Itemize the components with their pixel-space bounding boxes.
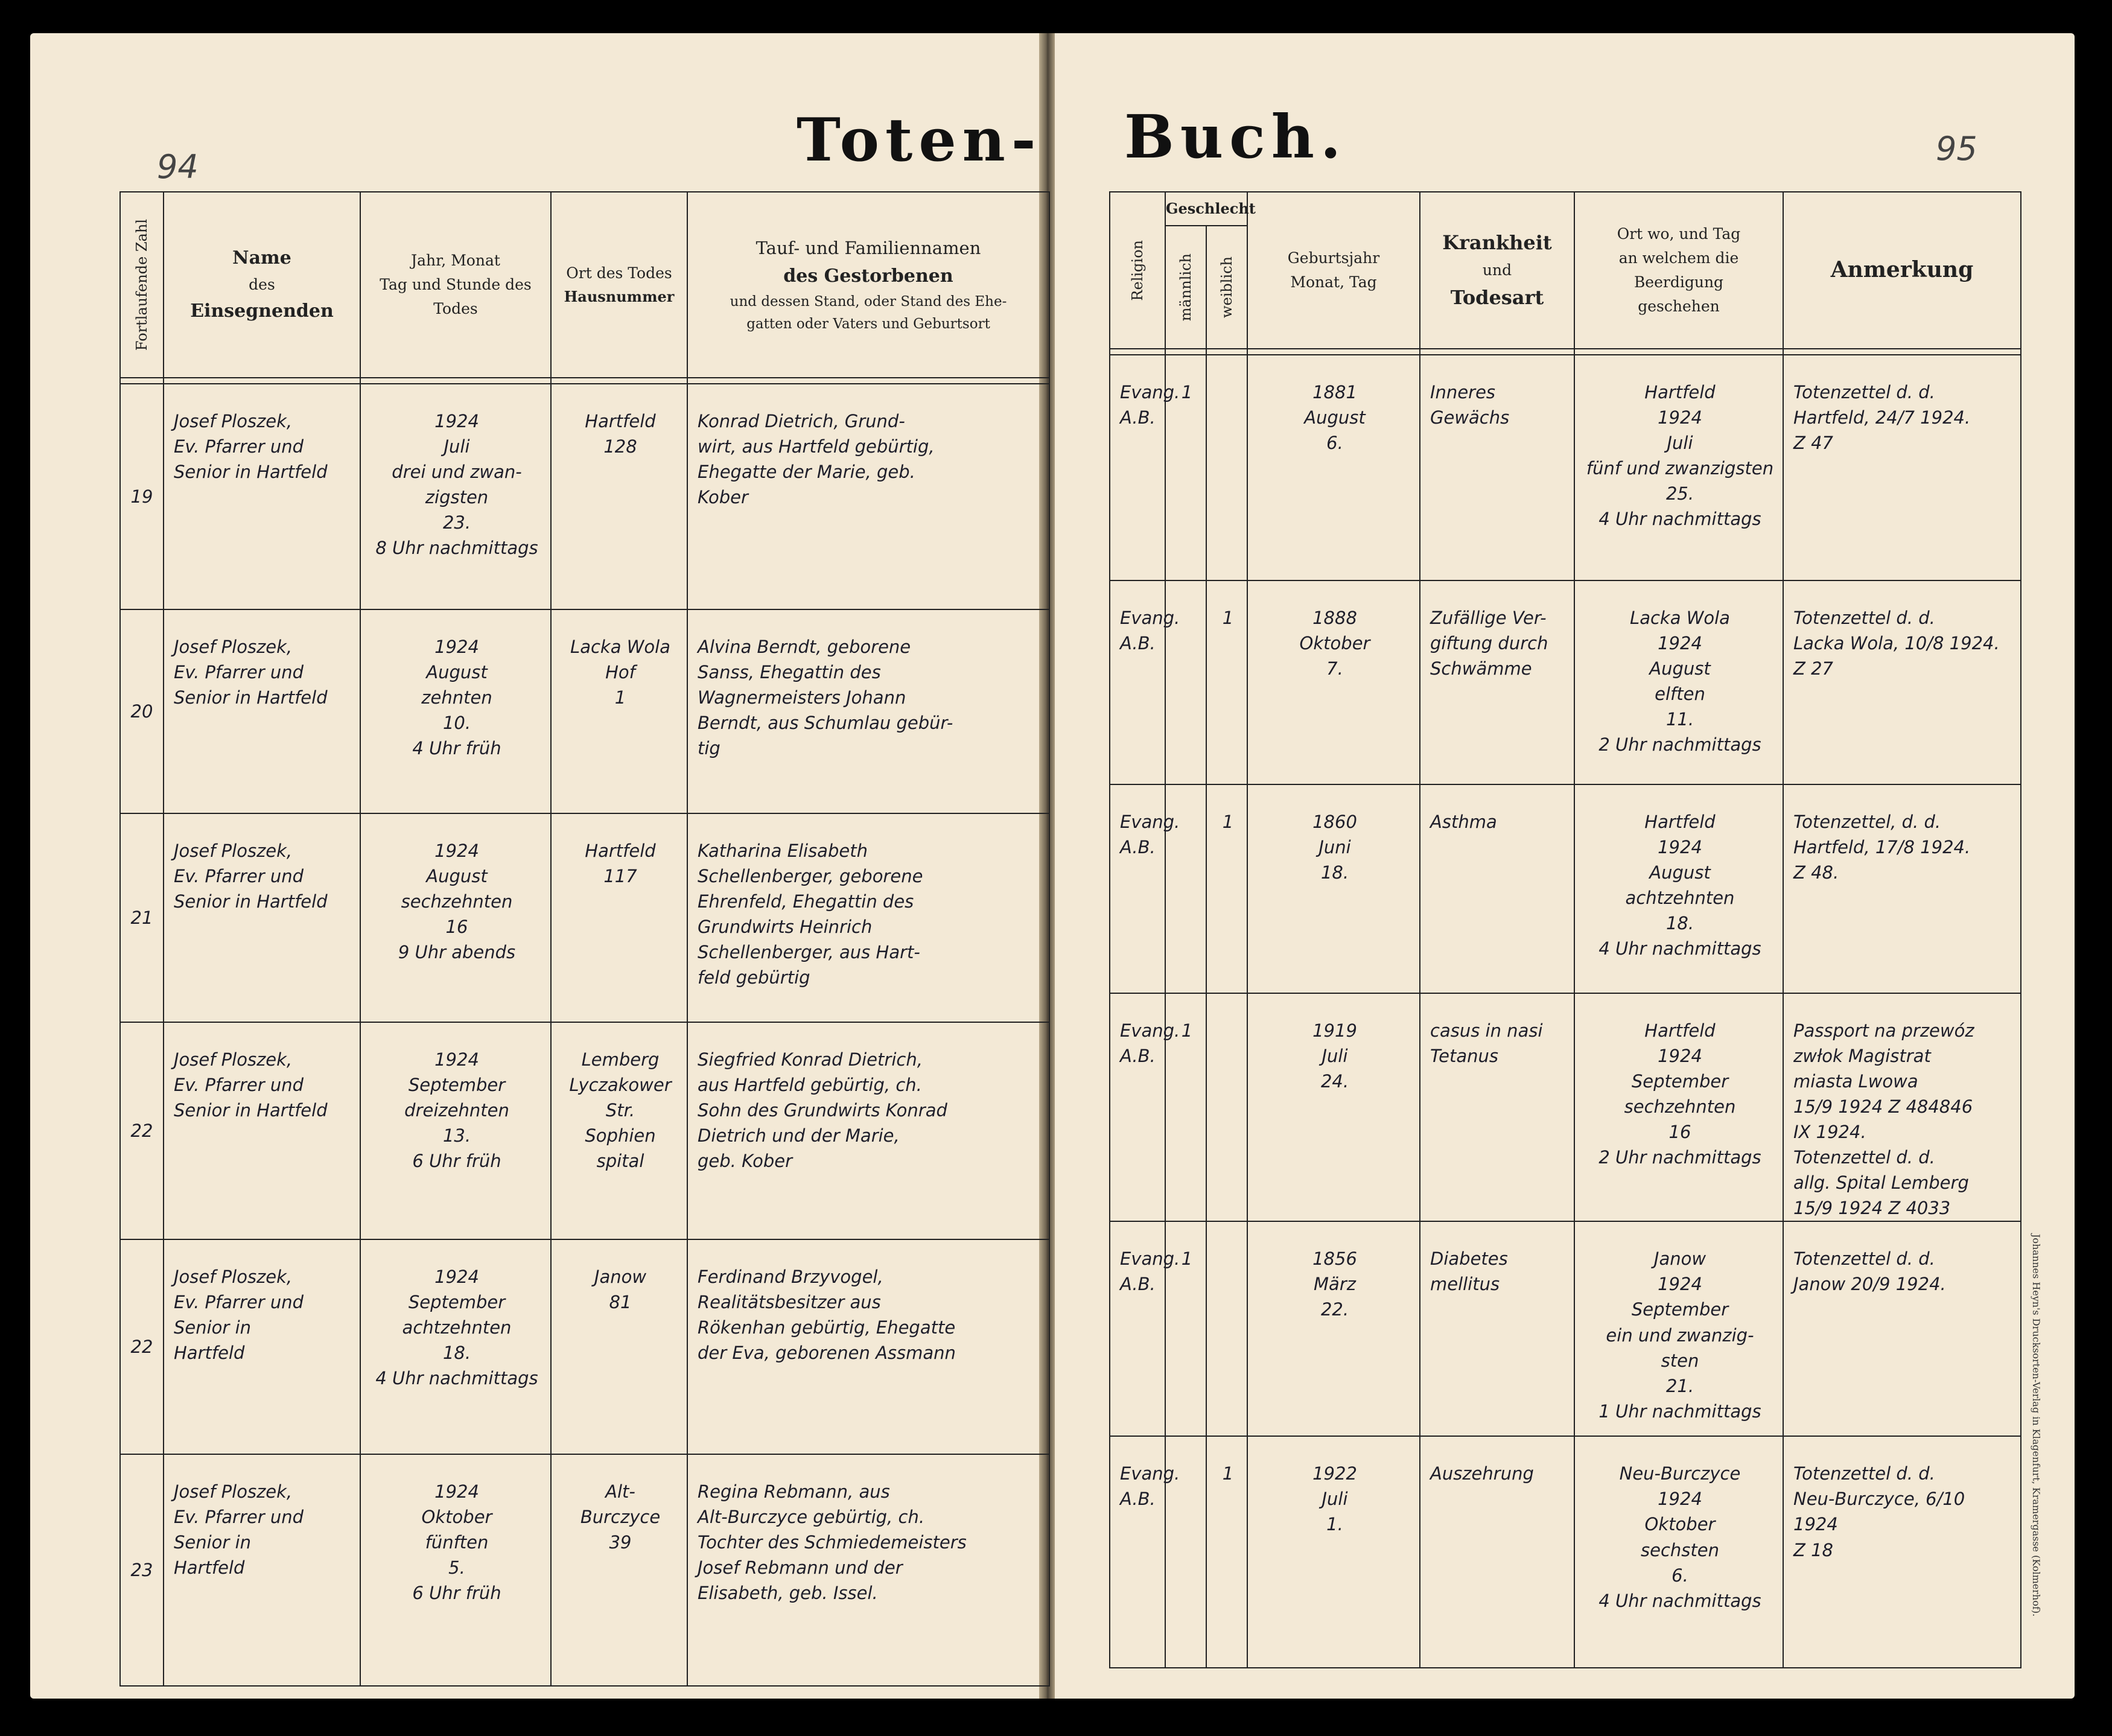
death-place-cell-line: 81 [609, 1292, 632, 1313]
register-title-right: Buch. [1124, 103, 1347, 172]
burial-cell-line: elften [1655, 684, 1705, 705]
birth-cell-line: 7. [1326, 658, 1343, 679]
remarks-cell-line: Hartfeld, 17/8 1924. [1793, 837, 1971, 858]
death-place-cell [551, 609, 687, 813]
deceased-cell-line: Grundwirts Heinrich [698, 917, 873, 938]
right-page [1055, 33, 2075, 1699]
deceased-cell-line: Josef Rebmann und der [698, 1557, 903, 1579]
illness-cell-line: Zufällige Ver- [1430, 608, 1547, 628]
birth-cell-line: 1919 [1312, 1020, 1357, 1041]
religion-cell-line: A.B. [1120, 633, 1156, 654]
death-place-cell-line: 128 [603, 436, 637, 457]
burial-cell-line: Neu-Burczyce [1619, 1463, 1741, 1484]
death-date-cell-line: August [426, 866, 488, 887]
deceased-cell-line: geb. Kober [698, 1151, 792, 1172]
death-place-cell [551, 813, 687, 1022]
death-date-cell [360, 813, 551, 1022]
remarks-cell-line: Z 18 [1793, 1539, 1833, 1560]
burial-cell [1574, 784, 1783, 993]
officiant-cell-line: Josef Ploszek, [174, 1267, 293, 1287]
illness-cell-line: casus in nasi [1430, 1020, 1543, 1041]
birth-cell-line: 18. [1320, 862, 1349, 883]
death-register-table-right [1109, 191, 2021, 1668]
birth-cell [1247, 355, 1420, 580]
burial-cell-line: 2 Uhr nachmittags [1598, 1147, 1761, 1168]
religion-cell-line: A.B. [1120, 1046, 1156, 1067]
remarks-cell-line: Janow 20/9 1924. [1793, 1274, 1946, 1295]
left-page [30, 33, 1042, 1699]
remarks-cell-line: Totenzettel d. d. [1793, 608, 1935, 628]
male-cell: 1 [1165, 993, 1206, 1221]
burial-cell-line: 1924 [1658, 1046, 1702, 1067]
birth-cell-line: Juli [1322, 1489, 1348, 1510]
officiant-cell-line: Josef Ploszek, [174, 841, 293, 861]
burial-cell-line: 1924 [1658, 1274, 1702, 1295]
religion-cell-line: Evang. [1120, 1463, 1180, 1484]
deceased-cell-line: Sanss, Ehegattin des [698, 662, 881, 683]
death-place-cell [551, 1022, 687, 1239]
female-cell [1206, 355, 1247, 580]
male-cell: 1 [1165, 355, 1206, 580]
remarks-cell-line: Totenzettel d. d. [1793, 1147, 1935, 1168]
death-date-cell-line: 6 Uhr früh [412, 1151, 501, 1172]
deceased-cell-line: Schellenberger, geborene [698, 866, 923, 887]
religion-cell [1110, 784, 1180, 993]
death-place-cell-line: Hartfeld [585, 841, 656, 861]
deceased-cell [687, 813, 1049, 1022]
death-place-cell-line: Hof [605, 662, 635, 683]
burial-cell-line: 1 Uhr nachmittags [1598, 1401, 1761, 1422]
burial-cell-line: 1924 [1658, 837, 1702, 858]
officiant-cell-line: Senior in Hartfeld [174, 462, 328, 483]
officiant-cell-line: Senior in Hartfeld [174, 891, 328, 912]
death-date-cell-line: 6 Uhr früh [412, 1583, 501, 1604]
death-date-cell-line: 1924 [434, 1481, 479, 1502]
illness-cell-line: Diabetes [1430, 1248, 1508, 1270]
remarks-cell [1783, 784, 2021, 993]
burial-cell [1574, 1436, 1783, 1668]
entry-number: 19 [120, 384, 164, 609]
deceased-cell [687, 384, 1049, 609]
officiant-cell-line: Senior in Hartfeld [174, 687, 328, 708]
burial-cell-line: 21. [1665, 1375, 1694, 1396]
religion-cell [1110, 1221, 1180, 1436]
officiant-cell-line: Hartfeld [174, 1343, 245, 1364]
burial-cell-line: 11. [1665, 709, 1694, 730]
page-number-right: 95 [1936, 130, 1977, 168]
death-date-cell-line: 4 Uhr nachmittags [375, 1368, 538, 1389]
burial-cell-line: August [1649, 862, 1711, 883]
deceased-cell-line: Sohn des Grundwirts Konrad [698, 1100, 947, 1121]
birth-cell-line: 24. [1320, 1071, 1349, 1092]
male-cell: 1 [1165, 1221, 1206, 1436]
death-date-cell-line: dreizehnten [404, 1100, 509, 1121]
officiant-cell-line: Ev. Pfarrer und [174, 1292, 304, 1313]
deceased-cell-line: Dietrich und der Marie, [698, 1125, 900, 1146]
entry-number: 21 [120, 813, 164, 1022]
death-date-cell-line: 10. [442, 713, 471, 734]
illness-cell [1420, 1436, 1574, 1668]
table-row [120, 1239, 1049, 1454]
birth-cell-line: 1. [1326, 1514, 1343, 1535]
entry-number: 22 [120, 1239, 164, 1454]
death-date-cell-line: 5. [448, 1557, 465, 1579]
remarks-cell-line: Totenzettel, d. d. [1793, 812, 1941, 832]
birth-cell-line: März [1314, 1274, 1356, 1295]
header-illness: Krankheit und Todesart [1420, 192, 1574, 349]
officiant-cell [164, 1454, 360, 1686]
death-date-cell-line: zehnten [421, 687, 492, 708]
death-date-cell-line: 1924 [434, 1267, 479, 1287]
header-death-place: Ort des Todes Hausnummer [551, 192, 687, 378]
burial-cell-line: achtzehnten [1625, 888, 1735, 909]
death-place-cell-line: 117 [603, 866, 637, 887]
death-date-cell-line: August [426, 662, 488, 683]
death-place-cell-line: Lyczakower Str. [569, 1075, 672, 1121]
burial-cell-line: 1924 [1658, 1489, 1702, 1510]
death-date-cell [360, 1454, 551, 1686]
header-deceased: Tauf- und Familiennamen des Gestorbenen und dessen Stand, oder Stand des Ehe- gatten oder Vaters und Geburtsort [687, 192, 1049, 378]
death-date-cell-line: zigsten [425, 487, 489, 508]
birth-cell-line: Juli [1322, 1046, 1348, 1067]
remarks-cell [1783, 1221, 2021, 1436]
burial-cell-line: 1924 [1658, 407, 1702, 428]
page-number-left: 94 [157, 148, 199, 186]
death-place-cell [551, 1454, 687, 1686]
burial-cell-line: September [1631, 1071, 1729, 1092]
burial-cell-line: 25. [1665, 483, 1694, 504]
officiant-cell-line: Ev. Pfarrer und [174, 1075, 304, 1096]
birth-cell-line: 1922 [1312, 1463, 1357, 1484]
death-place-cell-line: 39 [609, 1532, 632, 1553]
birth-cell-line: Oktober [1299, 633, 1370, 654]
officiant-cell [164, 384, 360, 609]
religion-cell [1110, 993, 1180, 1221]
death-date-cell-line: 16 [445, 917, 468, 938]
deceased-cell-line: Ferdinand Brzyvogel, [698, 1267, 883, 1287]
death-date-cell [360, 1239, 551, 1454]
religion-cell-line: A.B. [1120, 1274, 1156, 1295]
death-place-cell-line: Alt- [605, 1481, 635, 1502]
deceased-cell-line: Elisabeth, geb. Issel. [698, 1583, 878, 1604]
officiant-cell-line: Ev. Pfarrer und [174, 1507, 304, 1528]
illness-cell-line: mellitus [1430, 1274, 1500, 1295]
illness-cell [1420, 580, 1574, 784]
remarks-cell-line: Neu-Burczyce, 6/10 1924 [1793, 1489, 1965, 1535]
deceased-cell-line: Ehegatte der Marie, geb. [698, 462, 915, 483]
burial-cell-line: sechzehnten [1624, 1096, 1736, 1118]
deceased-cell-line: feld gebürtig [698, 967, 810, 988]
burial-cell-line: Juli [1667, 433, 1693, 454]
remarks-cell-line: Totenzettel d. d. [1793, 382, 1935, 402]
female-cell: 1 [1206, 1436, 1247, 1668]
officiant-cell-line: Ev. Pfarrer und [174, 436, 304, 457]
officiant-cell [164, 813, 360, 1022]
table-row [1110, 1436, 2021, 1668]
death-date-cell-line: achtzehnten [402, 1317, 512, 1338]
burial-cell-line: August [1649, 658, 1711, 679]
burial-cell-line: Hartfeld [1644, 1020, 1716, 1041]
burial-cell-line: 6. [1671, 1565, 1688, 1586]
remarks-cell-line: Z 47 [1793, 433, 1833, 454]
officiant-cell-line: Hartfeld [174, 1557, 245, 1579]
deceased-cell-line: tig [698, 738, 720, 759]
religion-cell-line: A.B. [1120, 837, 1156, 858]
illness-cell-line: Tetanus [1430, 1046, 1498, 1067]
deceased-cell-line: Realitätsbesitzer aus [698, 1292, 881, 1313]
table-row [1110, 993, 2021, 1221]
burial-cell-line: 16 [1668, 1122, 1691, 1143]
burial-cell-line: Hartfeld [1644, 812, 1716, 832]
deceased-cell [687, 1022, 1049, 1239]
death-date-cell-line: Oktober [421, 1507, 492, 1528]
remarks-cell-line: Z 48. [1793, 862, 1839, 883]
birth-cell [1247, 784, 1420, 993]
death-place-cell-line: Burczyce [580, 1507, 661, 1528]
death-date-cell-line: 23. [442, 512, 471, 533]
deceased-cell-line: der Eva, geborenen Assmann [698, 1343, 956, 1364]
religion-cell-line: Evang. [1120, 812, 1180, 832]
religion-cell-line: Evang. [1120, 608, 1180, 628]
burial-cell-line: September [1631, 1299, 1729, 1320]
remarks-cell-line: Lacka Wola, 10/8 1924. [1793, 633, 2000, 654]
officiant-cell-line: Josef Ploszek, [174, 1049, 293, 1070]
deceased-cell-line: Katharina Elisabeth [698, 841, 868, 861]
death-place-cell-line: Sophien spital [585, 1125, 656, 1172]
death-date-cell-line: sechzehnten [401, 891, 513, 912]
illness-cell [1420, 355, 1574, 580]
death-date-cell-line: drei und zwan- [392, 462, 522, 483]
birth-cell-line: 1888 [1312, 608, 1357, 628]
burial-cell-line: Hartfeld [1644, 382, 1716, 402]
birth-cell-line: 22. [1320, 1299, 1349, 1320]
illness-cell-line: Asthma [1430, 812, 1497, 832]
deceased-cell-line: wirt, aus Hartfeld gebürtig, [698, 436, 935, 457]
death-date-cell-line: 1924 [434, 841, 479, 861]
birth-cell [1247, 1221, 1420, 1436]
illness-cell [1420, 993, 1574, 1221]
officiant-cell-line: Ev. Pfarrer und [174, 662, 304, 683]
table-row [120, 1454, 1049, 1686]
remarks-cell-line: zwłok Magistrat [1793, 1046, 1931, 1067]
deceased-cell-line: Konrad Dietrich, Grund- [698, 411, 905, 431]
burial-cell [1574, 1221, 1783, 1436]
table-row [1110, 580, 2021, 784]
birth-cell-line: 6. [1326, 433, 1343, 454]
officiant-cell [164, 1022, 360, 1239]
death-date-cell-line: 1924 [434, 637, 479, 657]
entry-number: 20 [120, 609, 164, 813]
burial-cell-line: 1924 [1658, 633, 1702, 654]
burial-cell-line: ein und zwanzig- [1606, 1324, 1754, 1346]
remarks-cell-line: Hartfeld, 24/7 1924. [1793, 407, 1971, 428]
female-cell: 1 [1206, 580, 1247, 784]
deceased-cell-line: Siegfried Konrad Dietrich, [698, 1049, 923, 1070]
illness-cell-line: Schwämme [1430, 658, 1532, 679]
header-religion: Religion [1110, 192, 1165, 349]
table-row [120, 609, 1049, 813]
death-register-table-left [119, 191, 1050, 1687]
remarks-cell-line: 15/9 1924 Z 4033 [1793, 1198, 1951, 1219]
officiant-cell-line: Josef Ploszek, [174, 411, 293, 431]
burial-cell [1574, 993, 1783, 1221]
burial-cell-line: sten [1661, 1350, 1699, 1371]
officiant-cell [164, 1239, 360, 1454]
header-birth: Geburtsjahr Monat, Tag [1247, 192, 1420, 349]
remarks-cell-line: Totenzettel d. d. [1793, 1248, 1935, 1270]
deceased-cell-line: Berndt, aus Schumlau gebür- [698, 713, 953, 734]
illness-cell-line: Inneres [1430, 382, 1496, 402]
header-male: männlich [1165, 226, 1206, 349]
death-place-cell-line: Lemberg [581, 1049, 660, 1070]
deceased-cell [687, 1239, 1049, 1454]
officiant-cell-line: Senior in [174, 1532, 252, 1553]
burial-cell-line: sechsten [1641, 1539, 1719, 1560]
header-death-date: Jahr, Monat Tag und Stunde des Todes [360, 192, 551, 378]
officiant-cell-line: Josef Ploszek, [174, 637, 293, 657]
deceased-cell-line: Ehrenfeld, Ehegattin des [698, 891, 914, 912]
burial-cell-line: Lacka Wola [1630, 608, 1730, 628]
deceased-cell [687, 1454, 1049, 1686]
birth-cell-line: 1881 [1312, 382, 1357, 402]
header-female: weiblich [1206, 226, 1247, 349]
remarks-cell-line: allg. Spital Lemberg [1793, 1172, 1969, 1194]
death-date-cell-line: 1924 [434, 1049, 479, 1070]
birth-cell [1247, 1436, 1420, 1668]
female-cell: 1 [1206, 784, 1247, 993]
burial-cell-line: 4 Uhr nachmittags [1598, 509, 1761, 530]
female-cell [1206, 993, 1247, 1221]
table-row [120, 384, 1049, 609]
deceased-cell-line: Kober [698, 487, 748, 508]
death-date-cell [360, 609, 551, 813]
religion-cell-line: A.B. [1120, 1489, 1156, 1510]
header-officiant: Name des Einsegnenden [164, 192, 360, 378]
deceased-cell-line: Alvina Berndt, geborene [698, 637, 911, 657]
header-remarks: Anmerkung [1783, 192, 2021, 349]
burial-cell-line: 4 Uhr nachmittags [1598, 1590, 1761, 1611]
remarks-cell [1783, 993, 2021, 1221]
religion-cell [1110, 355, 1180, 580]
remarks-cell-line: Passport na przewóz [1793, 1020, 1974, 1041]
religion-cell [1110, 1436, 1180, 1668]
burial-cell [1574, 580, 1783, 784]
table-row [120, 813, 1049, 1022]
burial-cell-line: 4 Uhr nachmittags [1598, 938, 1761, 959]
officiant-cell [164, 609, 360, 813]
birth-cell-line: August [1304, 407, 1366, 428]
header-burial: Ort wo, und Tag an welchem die Beerdigung geschehen [1574, 192, 1783, 349]
religion-cell-line: Evang. [1120, 382, 1180, 402]
table-row [1110, 784, 2021, 993]
deceased-cell-line: Tochter des Schmiedemeisters [698, 1532, 967, 1553]
table-row [1110, 1221, 2021, 1436]
deceased-cell [687, 609, 1049, 813]
death-date-cell-line: 13. [442, 1125, 471, 1146]
birth-cell-line: 1860 [1312, 812, 1357, 832]
burial-cell-line: Oktober [1644, 1514, 1716, 1535]
death-date-cell-line: 9 Uhr abends [398, 942, 516, 963]
death-date-cell-line: fünften [425, 1532, 489, 1553]
deceased-cell-line: Schellenberger, aus Hart- [698, 942, 920, 963]
burial-cell-line: 18. [1665, 913, 1694, 934]
burial-cell-line: Janow [1653, 1248, 1706, 1270]
death-place-cell-line: Lacka Wola [570, 637, 670, 657]
religion-cell-line: Evang. [1120, 1020, 1180, 1041]
illness-cell-line: Gewächs [1430, 407, 1510, 428]
entry-number: 22 [120, 1022, 164, 1239]
remarks-cell [1783, 1436, 2021, 1668]
death-date-cell-line: 18. [442, 1343, 471, 1364]
header-sex: Geschlecht [1165, 192, 1247, 226]
officiant-cell-line: Ev. Pfarrer und [174, 866, 304, 887]
remarks-cell [1783, 580, 2021, 784]
deceased-cell-line: Alt-Burczyce gebürtig, ch. [698, 1507, 925, 1528]
death-date-cell-line: September [408, 1075, 506, 1096]
publisher-imprint: Johannes Heyn's Drucksorten-Verlag in Klagenfurt, Kramergasse (Kolmerhof). [2031, 1234, 2042, 1617]
remarks-cell-line: miasta Lwowa [1793, 1071, 1918, 1092]
death-date-cell-line: 1924 [434, 411, 479, 431]
death-date-cell-line: September [408, 1292, 506, 1313]
remarks-cell-line: Z 27 [1793, 658, 1833, 679]
birth-cell [1247, 580, 1420, 784]
birth-cell [1247, 993, 1420, 1221]
female-cell [1206, 1221, 1247, 1436]
officiant-cell-line: Senior in [174, 1317, 252, 1338]
religion-cell-line: Evang. [1120, 1248, 1180, 1270]
deceased-cell-line: Rökenhan gebürtig, Ehegatte [698, 1317, 956, 1338]
death-date-cell [360, 384, 551, 609]
burial-cell-line: fünf und zwanzigsten [1586, 458, 1774, 479]
officiant-cell-line: Senior in Hartfeld [174, 1100, 328, 1121]
burial-cell-line: 2 Uhr nachmittags [1598, 734, 1761, 755]
officiant-cell-line: Josef Ploszek, [174, 1481, 293, 1502]
illness-cell [1420, 784, 1574, 993]
remarks-cell-line: IX 1924. [1793, 1122, 1866, 1143]
header-number: Fortlaufende Zahl [120, 192, 164, 378]
remarks-cell-line: 15/9 1924 Z 484846 [1793, 1096, 1973, 1118]
death-date-cell [360, 1022, 551, 1239]
deceased-cell-line: Regina Rebmann, aus [698, 1481, 890, 1502]
death-place-cell [551, 384, 687, 609]
illness-cell [1420, 1221, 1574, 1436]
register-title-left: Toten- [797, 106, 1042, 175]
death-place-cell-line: 1 [614, 687, 626, 708]
religion-cell [1110, 580, 1180, 784]
burial-cell [1574, 355, 1783, 580]
remarks-cell [1783, 355, 2021, 580]
birth-cell-line: 1856 [1312, 1248, 1357, 1270]
remarks-cell-line: Totenzettel d. d. [1793, 1463, 1935, 1484]
entry-number: 23 [120, 1454, 164, 1686]
death-place-cell-line: Janow [594, 1267, 647, 1287]
religion-cell-line: A.B. [1120, 407, 1156, 428]
deceased-cell-line: aus Hartfeld gebürtig, ch. [698, 1075, 922, 1096]
death-date-cell-line: Juli [444, 436, 470, 457]
death-place-cell [551, 1239, 687, 1454]
birth-cell-line: Juni [1318, 837, 1351, 858]
death-date-cell-line: 8 Uhr nachmittags [375, 538, 538, 559]
illness-cell-line: giftung durch [1430, 633, 1548, 654]
deceased-cell-line: Wagnermeisters Johann [698, 687, 906, 708]
death-place-cell-line: Hartfeld [585, 411, 656, 431]
table-row [1110, 355, 2021, 580]
death-date-cell-line: 4 Uhr früh [412, 738, 501, 759]
table-row [120, 1022, 1049, 1239]
illness-cell-line: Auszehrung [1430, 1463, 1534, 1484]
